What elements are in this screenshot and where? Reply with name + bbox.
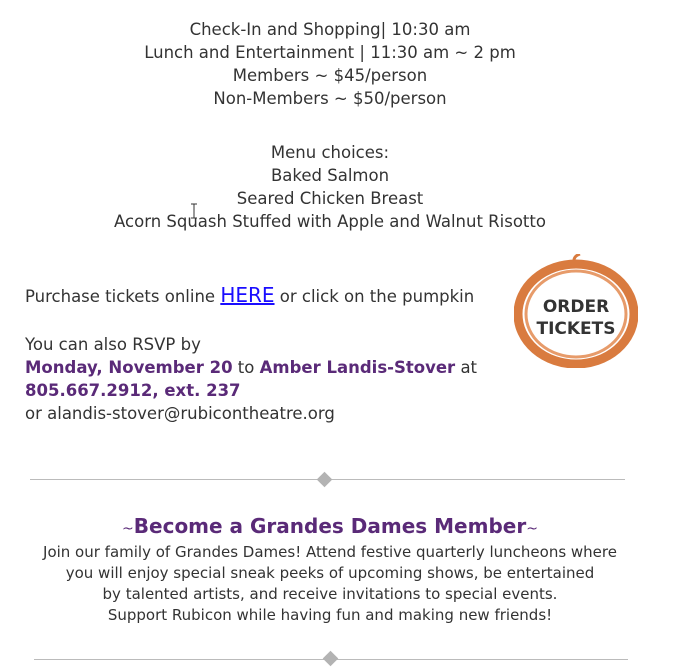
order-tickets-pumpkin-button[interactable]	[514, 254, 638, 368]
membership-line: by talented artists, and receive invitations to special events.	[102, 585, 558, 603]
text-cursor-icon	[190, 203, 198, 219]
membership-title: Become a Grandes Dames Member	[133, 514, 527, 538]
purchase-suffix: or click on the pumpkin	[274, 287, 475, 306]
title-tilde-left: ~	[122, 521, 134, 537]
tickets-link[interactable]: HERE	[220, 283, 275, 307]
pumpkin-line1: ORDER	[542, 297, 610, 317]
title-tilde-right: ~	[526, 521, 538, 537]
membership-line: Join our family of Grandes Dames! Attend festive quarterly luncheons where	[43, 543, 617, 561]
menu-heading: Menu choices:	[270, 143, 390, 162]
rsvp-contact: Amber Landis-Stover	[259, 358, 456, 377]
checkin-time: Check-In and Shopping| 10:30 am	[189, 20, 471, 39]
event-info	[0, 18, 660, 110]
purchase-prefix: Purchase tickets online	[25, 287, 221, 306]
email-prefix: or	[25, 404, 48, 423]
menu-item: Baked Salmon	[270, 166, 390, 185]
menu-item: Seared Chicken Breast	[236, 189, 424, 208]
pumpkin-line2: TICKETS	[536, 319, 616, 339]
members-price: Members ~ $45/person	[232, 66, 428, 85]
divider-diamond-icon	[317, 472, 333, 488]
rsvp-email[interactable]: alandis-stover@rubicontheatre.org	[47, 404, 335, 423]
non-members-price: Non-Members ~ $50/person	[213, 89, 447, 108]
purchase-tickets	[25, 284, 474, 308]
rsvp-intro: You can also RSVP by	[25, 335, 201, 354]
membership-line: Support Rubicon while having fun and making new friends!	[107, 606, 553, 624]
membership-line: you will enjoy special sneak peeks of upcoming shows, be entertained	[65, 564, 595, 582]
rsvp-at: at	[455, 358, 478, 377]
membership-section	[0, 513, 660, 626]
menu-choices	[0, 141, 660, 233]
lunch-time: Lunch and Entertainment | 11:30 am ~ 2 pm	[144, 43, 516, 62]
rsvp-to: to	[232, 358, 260, 377]
rsvp-date: Monday, November 20	[25, 358, 233, 377]
menu-item: Acorn Squash Stuffed with Apple and Walnut Risotto	[114, 212, 546, 231]
rsvp-info	[25, 333, 477, 425]
divider-diamond-icon	[323, 651, 339, 667]
membership-title-row	[0, 513, 660, 542]
rsvp-phone: 805.667.2912, ext. 237	[25, 381, 241, 400]
